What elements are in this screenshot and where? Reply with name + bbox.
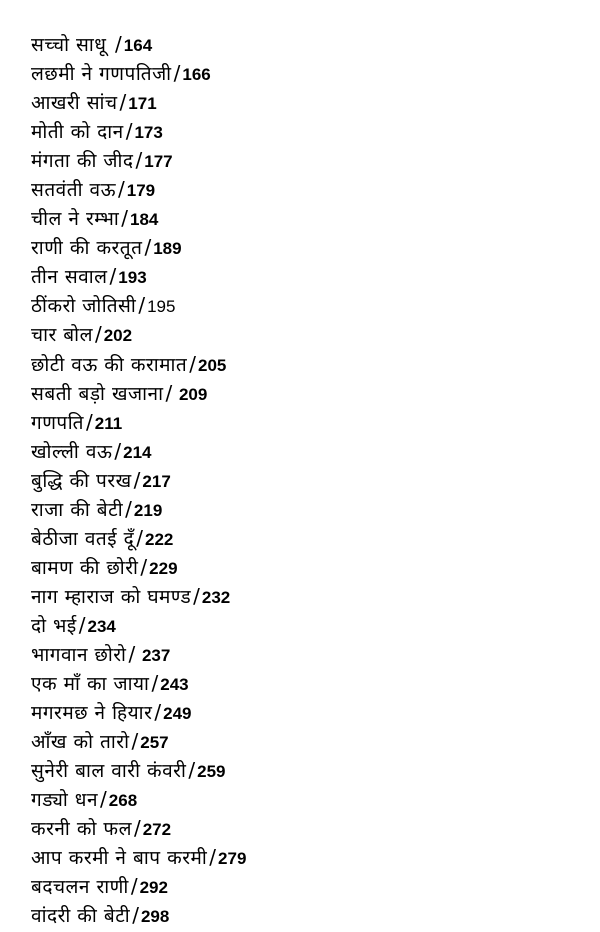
entry-title: नाग म्हाराज को घमण्ड [31, 585, 192, 608]
toc-entry [31, 466, 246, 495]
table-of-contents [31, 30, 246, 930]
entry-title: गड्यो धन [31, 789, 99, 812]
entry-separator: / [115, 32, 122, 56]
entry-title: मगरमछ ने हियार [31, 702, 153, 725]
entry-title: छोटी वऊ की करामात [31, 353, 188, 376]
toc-entry [31, 756, 246, 785]
entry-page-number: 171 [128, 94, 157, 114]
entry-title: चार बोल [31, 324, 93, 347]
entry-page-number: 249 [163, 704, 192, 724]
entry-page-number: 292 [139, 878, 168, 898]
entry-page-number: 279 [218, 849, 247, 869]
entry-separator: / [121, 206, 128, 231]
entry-page-number: 259 [197, 762, 226, 782]
entry-title: तीन सवाल [31, 266, 108, 289]
entry-title: भागवान छोरो [31, 643, 127, 666]
entry-title: सुनेरी बाल वारी कंवरी [31, 760, 187, 783]
toc-entry [31, 640, 246, 669]
entry-title: बामण की छोरी [31, 556, 139, 579]
toc-entry [31, 146, 246, 175]
toc-entry [31, 901, 246, 930]
toc-entry [31, 872, 246, 901]
entry-separator: / [154, 700, 162, 725]
entry-page-number: 219 [133, 500, 163, 520]
toc-entry [31, 524, 246, 553]
entry-separator: / [173, 61, 181, 86]
entry-title: मोती को दान [31, 121, 124, 144]
entry-separator: / [144, 235, 152, 260]
entry-separator: / [125, 496, 132, 521]
toc-entry [31, 437, 246, 466]
entry-page-number: 298 [140, 907, 170, 927]
entry-title: सच्चो साधू [31, 34, 114, 56]
entry-page-number: 179 [126, 181, 156, 201]
toc-entry [31, 408, 246, 437]
entry-separator: / [109, 264, 117, 289]
toc-entry [31, 262, 246, 291]
entry-title: एक माँ का जाया [31, 673, 150, 696]
entry-separator: / [94, 322, 102, 347]
toc-entry [31, 843, 246, 872]
toc-entry [31, 785, 246, 814]
entry-page-number: 193 [118, 268, 147, 288]
entry-separator: / [114, 438, 122, 463]
entry-page-number: 195 [147, 297, 176, 317]
entry-page-number: 166 [182, 65, 211, 85]
entry-separator: / [119, 90, 127, 115]
entry-title: आप करमी ने बाप करमी [31, 847, 208, 870]
entry-separator: / [136, 525, 143, 550]
entry-title: बेठीजा वतई दूँ [31, 527, 135, 550]
entry-page-number: 234 [87, 616, 116, 636]
entry-title: खोल्ली वऊ [31, 440, 113, 463]
toc-entry [31, 350, 246, 379]
entry-separator: / [138, 293, 146, 318]
entry-separator: / [130, 874, 138, 899]
entry-page-number: 211 [94, 413, 123, 433]
entry-page-number: 214 [123, 442, 152, 462]
toc-entry [31, 611, 246, 640]
toc-entry [31, 814, 246, 843]
entry-title: वांदरी की बेटी [31, 905, 131, 928]
entry-page-number: 222 [144, 529, 174, 549]
entry-page-number: 205 [198, 355, 227, 375]
toc-entry [31, 669, 246, 698]
toc-entry [31, 175, 246, 204]
entry-title: राजा की बेटी [31, 498, 124, 521]
entry-separator: / [85, 409, 93, 434]
entry-title: बुद्धि की परख [31, 469, 132, 492]
entry-separator: / [128, 641, 136, 666]
entry-page-number: 189 [153, 239, 182, 259]
entry-page-number: 229 [149, 558, 178, 578]
entry-page-number: 237 [137, 645, 171, 665]
entry-page-number: 184 [130, 210, 159, 230]
toc-entry [31, 582, 246, 611]
entry-separator: / [165, 380, 173, 405]
entry-separator: / [131, 729, 139, 754]
entry-title: आँख को तारो [31, 731, 130, 754]
entry-separator: / [118, 177, 125, 202]
toc-entry [31, 204, 246, 233]
entry-title: चील ने रम्भा [31, 208, 120, 231]
entry-page-number: 177 [144, 152, 173, 172]
entry-separator: / [132, 903, 139, 928]
toc-entry [31, 379, 246, 408]
entry-title: आखरी सांच [31, 92, 118, 115]
entry-page-number: 217 [142, 471, 171, 491]
entry-separator: / [125, 119, 133, 144]
entry-title: दो भई [31, 614, 77, 637]
entry-title: सतवंती वऊ [31, 179, 117, 202]
entry-page-number: 209 [174, 384, 208, 404]
entry-page-number: 164 [123, 36, 153, 55]
entry-page-number: 232 [201, 587, 231, 607]
entry-separator: / [140, 554, 148, 579]
entry-separator: / [193, 583, 200, 608]
toc-entry [31, 553, 246, 582]
toc-entry [31, 117, 246, 146]
entry-separator: / [100, 787, 107, 812]
toc-entry [31, 291, 246, 320]
toc-entry [31, 233, 246, 262]
entry-separator: / [133, 467, 141, 492]
toc-entry [31, 88, 246, 117]
entry-separator: / [189, 351, 196, 376]
toc-entry [31, 320, 246, 349]
entry-separator: / [188, 758, 196, 783]
entry-page-number: 173 [134, 123, 163, 143]
entry-page-number: 272 [142, 820, 172, 840]
entry-title: करनी को फल [31, 818, 132, 841]
entry-page-number: 243 [160, 675, 189, 695]
entry-page-number: 202 [103, 326, 133, 346]
toc-entry [31, 495, 246, 524]
toc-entry [31, 30, 246, 59]
entry-title: लछमी ने गणपतिजी [31, 63, 172, 86]
entry-title: बदचलन राणी [31, 876, 129, 899]
entry-separator: / [133, 816, 141, 841]
entry-title: मंगता की जीद [31, 150, 134, 173]
entry-title: सबती बड़ो खजाना [31, 382, 164, 405]
entry-separator: / [135, 148, 143, 173]
entry-title: राणी की करतूत [31, 237, 143, 260]
toc-entry [31, 727, 246, 756]
toc-entry [31, 698, 246, 727]
entry-separator: / [78, 612, 86, 637]
entry-title: गणपति [31, 411, 84, 434]
toc-entry [31, 59, 246, 88]
entry-page-number: 268 [108, 791, 138, 811]
entry-separator: / [151, 671, 159, 696]
entry-page-number: 257 [140, 733, 169, 753]
entry-title: ठींकरो जोतिसी [31, 295, 137, 318]
entry-separator: / [209, 845, 217, 870]
